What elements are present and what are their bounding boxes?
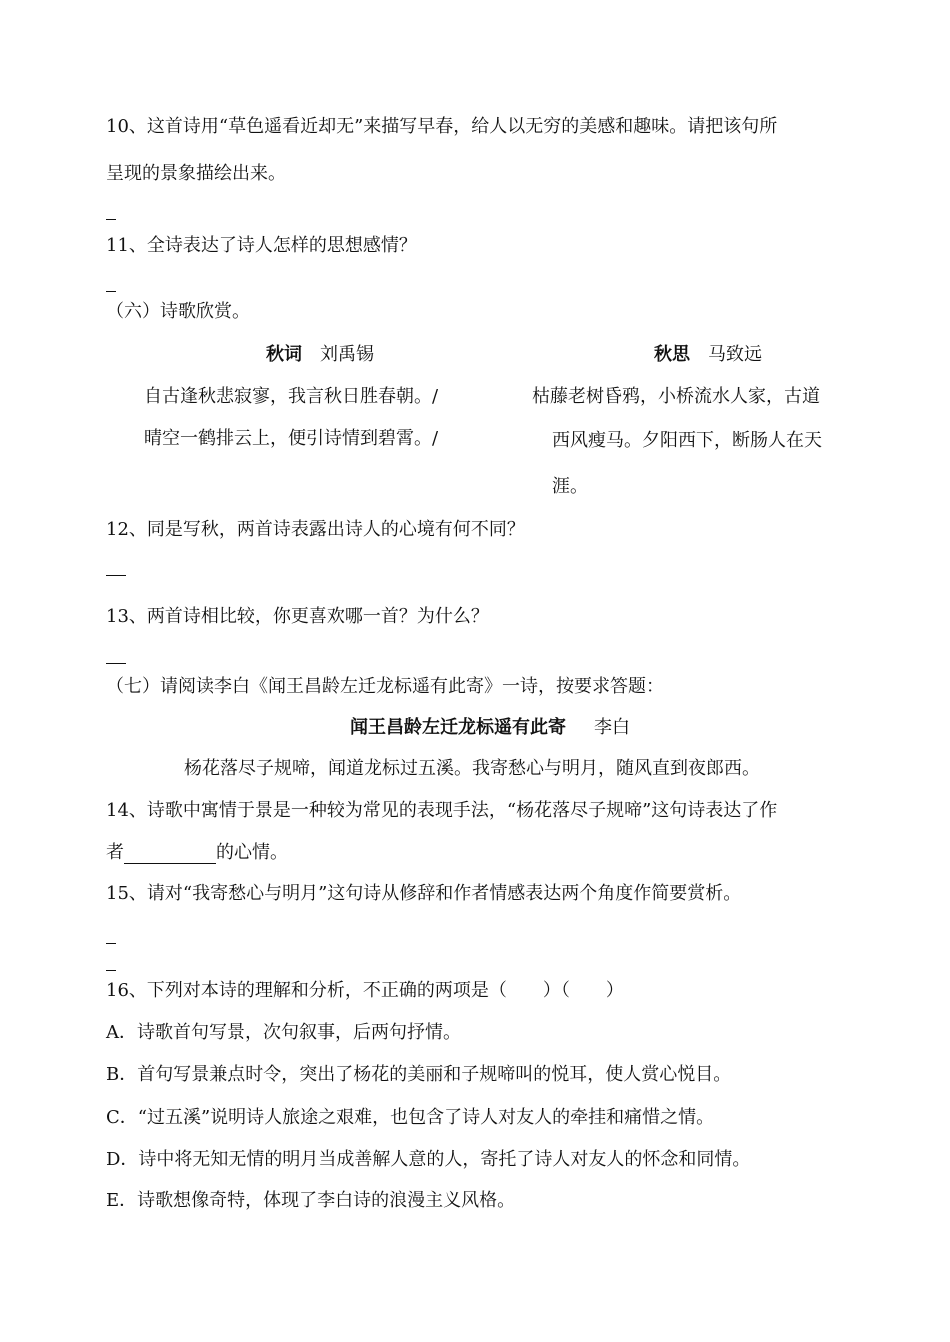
answer-line[interactable] <box>106 943 116 944</box>
answer-line[interactable] <box>106 575 126 576</box>
fill-blank[interactable] <box>124 845 216 864</box>
poem-2-line-2: 西风瘦马。夕阳西下，断肠人在天 <box>552 430 822 451</box>
poem-1-line-2: 晴空一鹤排云上，便引诗情到碧霄。/ <box>144 428 439 449</box>
poem-2-header <box>654 344 762 366</box>
question-14-line-1: 14、诗歌中寓情于景是一种较为常见的表现手法，“杨花落尽子规啼”这句诗表达了作 <box>106 800 778 821</box>
option-e: E．诗歌想像奇特，体现了李白诗的浪漫主义风格。 <box>106 1190 516 1211</box>
question-14-line-2: 者 的心情。 <box>106 842 288 863</box>
poem-2-author: 马致远 <box>708 344 762 365</box>
poem-3-author: 李白 <box>594 717 630 738</box>
poem-3-text: 杨花落尽子规啼，闻道龙标过五溪。我寄愁心与明月，随风直到夜郎西。 <box>184 758 760 779</box>
option-b: B．首句写景兼点时令，突出了杨花的美丽和子规啼叫的悦耳，使人赏心悦目。 <box>106 1064 732 1085</box>
question-10-line-2: 呈现的景象描绘出来。 <box>106 163 286 184</box>
question-16: 16、下列对本诗的理解和分析，不正确的两项是（ ）（ ） <box>106 980 624 1001</box>
poem-3-title: 闻王昌龄左迁龙标遥有此寄 <box>350 717 566 738</box>
poem-1-line-1: 自古逢秋悲寂寥，我言秋日胜春朝。/ <box>144 386 439 407</box>
poem-3-header <box>350 717 630 739</box>
option-a: A．诗歌首句写景，次句叙事，后两句抒情。 <box>106 1022 461 1043</box>
question-15: 15、请对“我寄愁心与明月”这句诗从修辞和作者情感表达两个角度作简要赏析。 <box>106 883 742 904</box>
option-d: D．诗中将无知无情的明月当成善解人意的人，寄托了诗人对友人的怀念和同情。 <box>106 1149 751 1170</box>
question-10-line-1: 10、这首诗用“草色遥看近却无”来描写早春，给人以无穷的美感和趣味。请把该句所 <box>106 116 778 137</box>
answer-line[interactable] <box>106 663 126 664</box>
option-c: C．“过五溪”说明诗人旅途之艰难，也包含了诗人对友人的牵挂和痛惜之情。 <box>106 1107 715 1128</box>
question-12: 12、同是写秋，两首诗表露出诗人的心境有何不同？ <box>106 519 525 540</box>
section-6-heading: （六）诗歌欣赏。 <box>106 301 250 322</box>
section-7-heading: （七）请阅读李白《闻王昌龄左迁龙标遥有此寄》一诗，按要求答题： <box>106 676 664 697</box>
poem-2-title: 秋思 <box>654 344 690 365</box>
poem-1-author: 刘禹锡 <box>320 344 374 365</box>
question-11: 11、全诗表达了诗人怎样的思想感情？ <box>106 235 417 256</box>
answer-line[interactable] <box>106 970 116 971</box>
poem-1-header <box>266 344 374 366</box>
answer-line[interactable] <box>106 291 116 292</box>
poem-2-line-1: 枯藤老树昏鸦，小桥流水人家，古道 <box>532 386 820 407</box>
answer-line[interactable] <box>106 219 116 220</box>
question-13: 13、两首诗相比较，你更喜欢哪一首？为什么？ <box>106 606 489 627</box>
poem-2-line-3: 涯。 <box>552 476 588 497</box>
poem-1-title: 秋词 <box>266 344 302 365</box>
